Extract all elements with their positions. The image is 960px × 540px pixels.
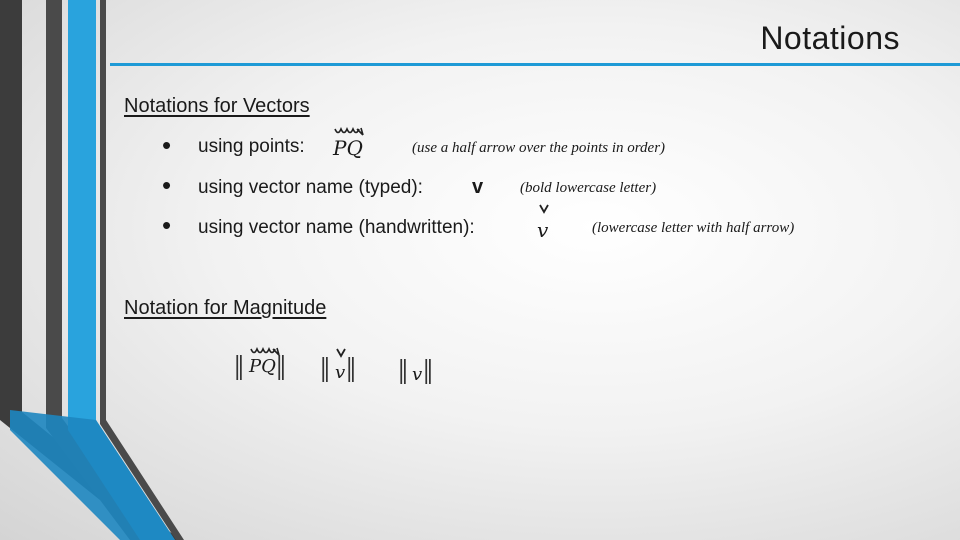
bullet-dot: • [162,210,172,240]
half-arrow-icon [538,202,550,214]
magnitude-heading: Notation for Magnitude [124,297,327,319]
math-pq: PQ [333,136,363,160]
item-text-typed: using vector name (typed): [198,177,423,198]
title-underline-rule [110,63,960,66]
norm-bars-right: ‖ [423,352,434,392]
note-points: (use a half arrow over the points in order) [412,140,666,156]
norm-bars-left: ‖ [234,348,245,388]
page-title: Notations [760,20,900,56]
math-pq-magnitude: PQ [249,356,276,377]
bold-v-symbol: v [472,176,484,198]
math-v: v [537,218,549,242]
item-text-points: using points: [198,136,305,157]
norm-bars-left: ‖ [398,352,409,392]
item-text-handwritten: using vector name (handwritten): [198,217,475,238]
math-v-typed-magnitude: v [412,364,423,385]
norm-bars-right: ‖ [276,348,287,388]
norm-bars-right: ‖ [346,350,357,390]
norm-bars-left: ‖ [320,350,331,390]
math-v-magnitude: v [335,362,346,383]
note-typed: (bold lowercase letter) [520,180,657,196]
bullet-dot: • [162,170,172,200]
vectors-heading: Notations for Vectors [124,95,310,117]
note-handwritten: (lowercase letter with half arrow) [592,220,795,236]
bullet-dot: • [162,130,172,160]
